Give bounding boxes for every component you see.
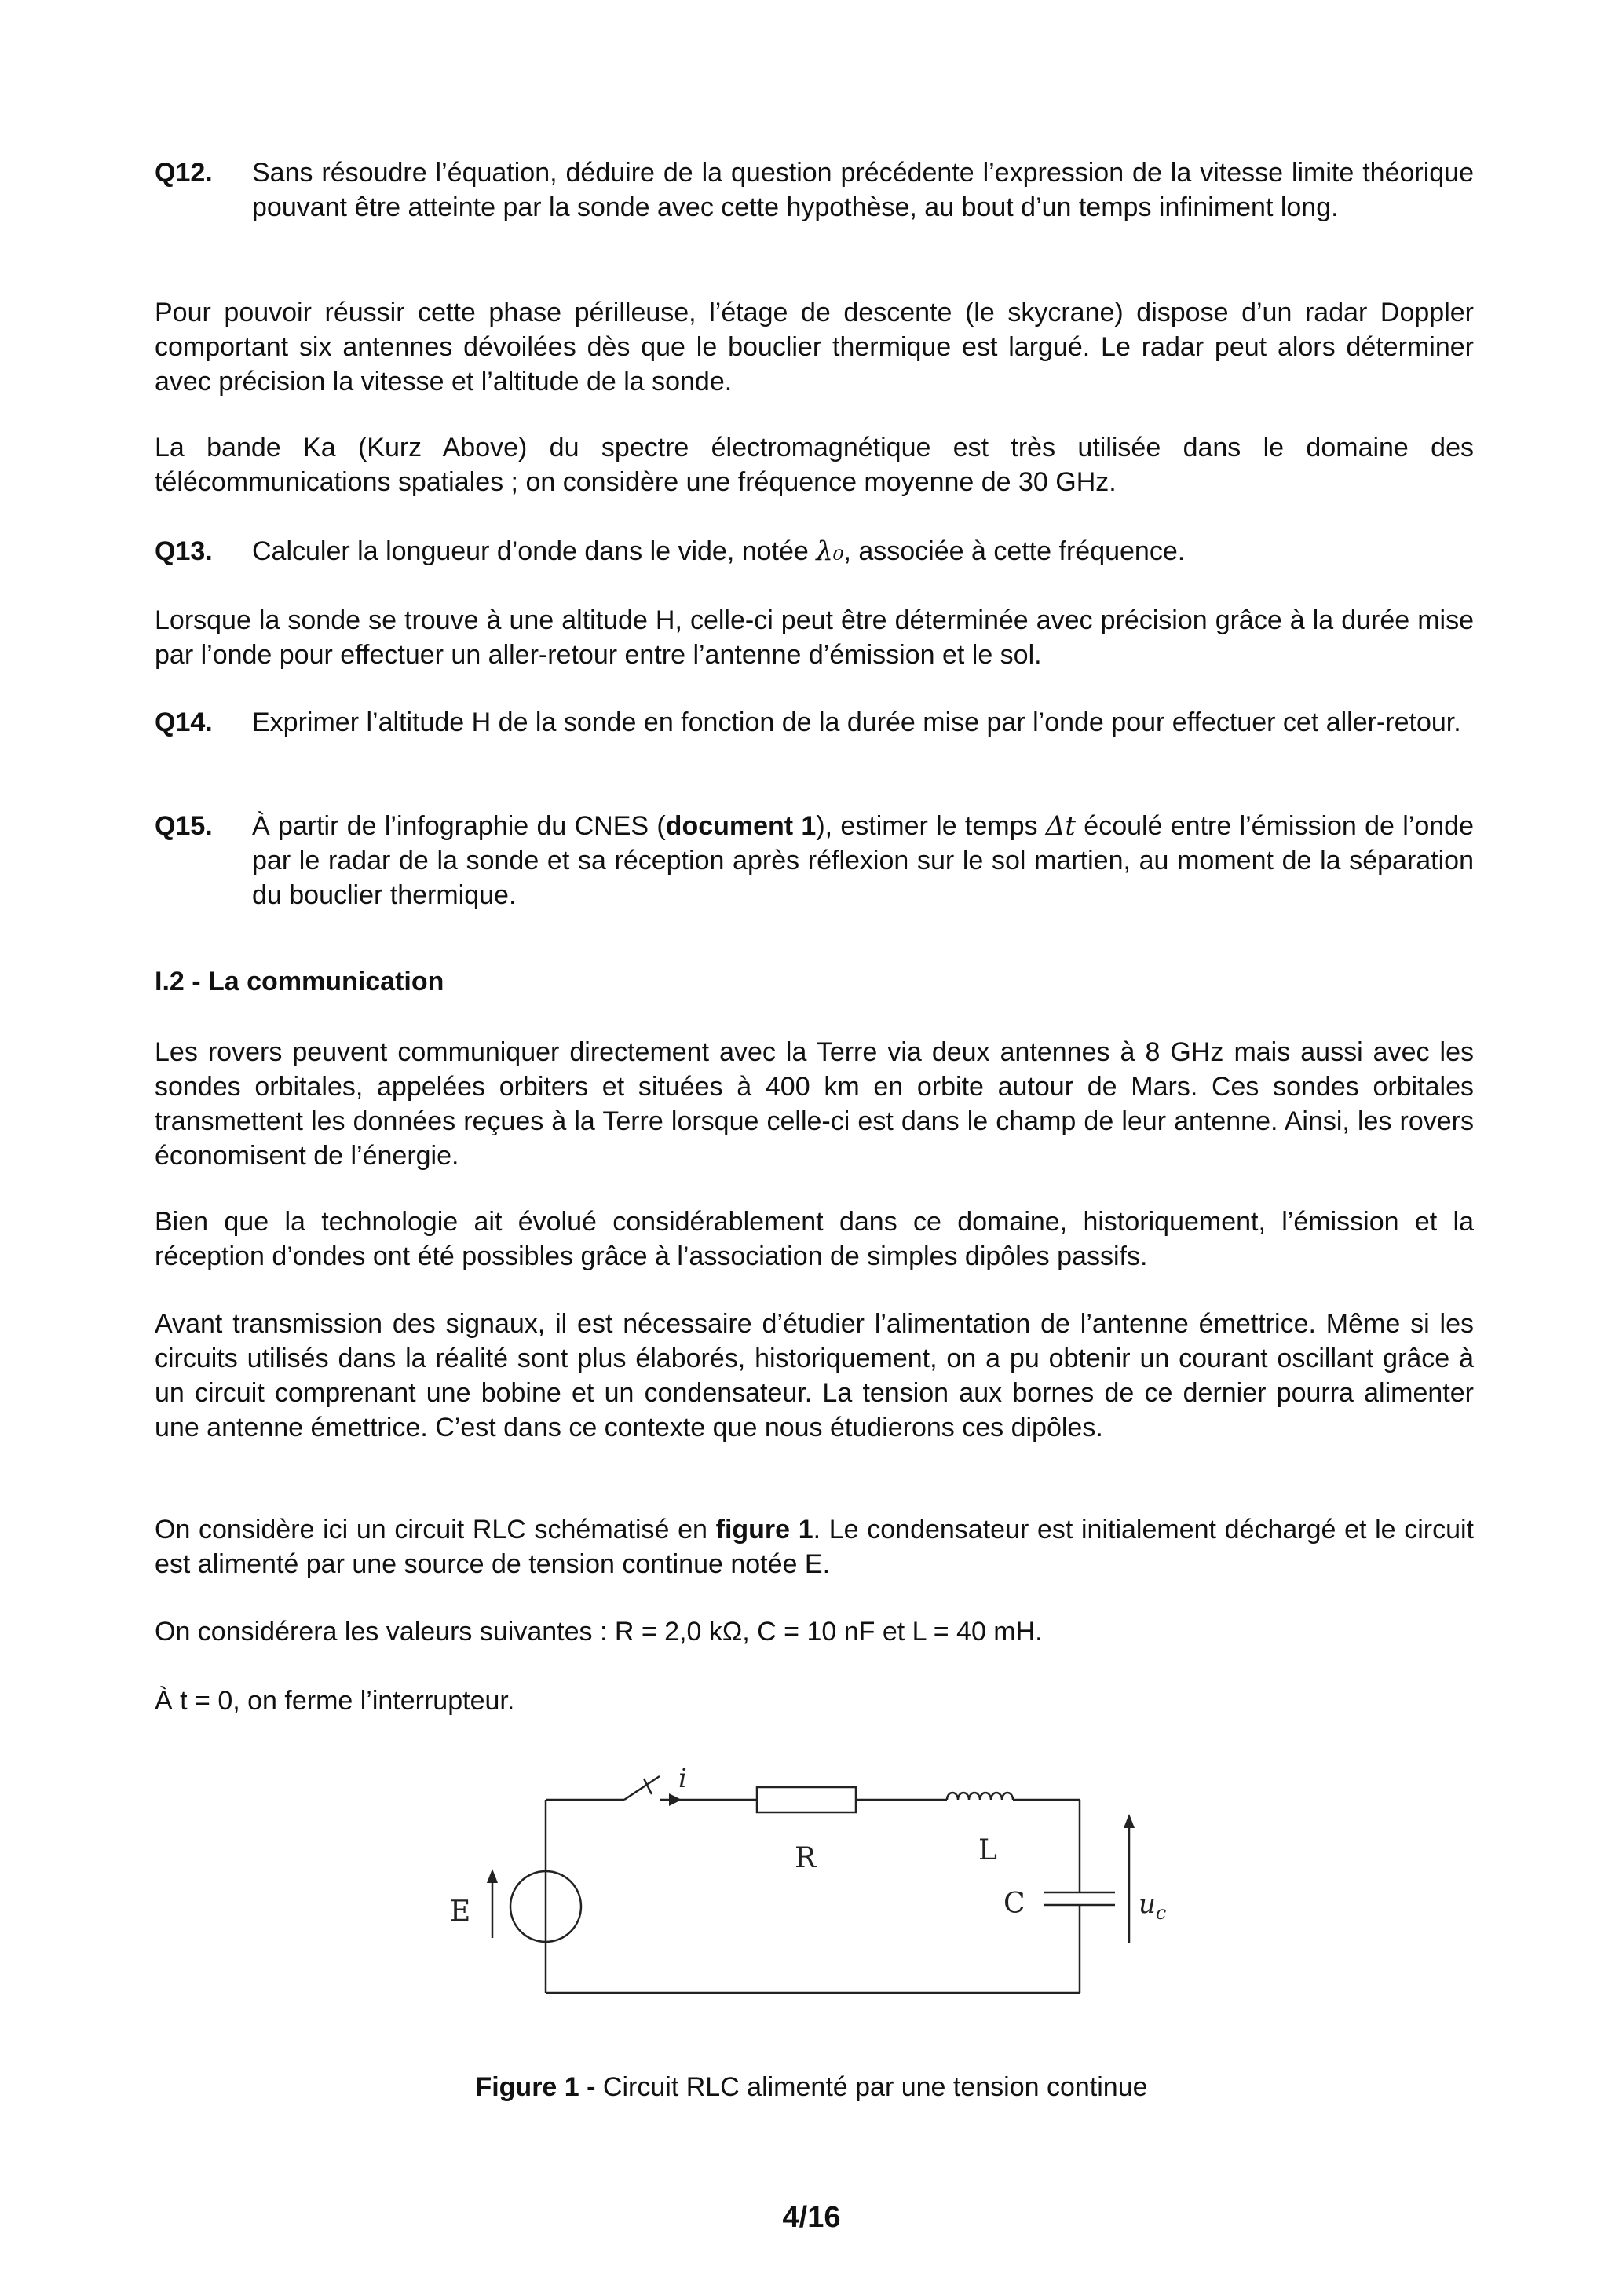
- label-uc: $u_c$: [1139, 1888, 1167, 1924]
- label-c: C: [1003, 1888, 1025, 1920]
- figure-caption: Figure 1 - Circuit RLC alimenté par une tension continue: [475, 2072, 1148, 2102]
- question-text: Calculer la longueur d’onde dans le vide, notée λ₀, associée à cette fréquence.: [252, 536, 1186, 567]
- paragraph-circuit-rlc: On considère ici un circuit RLC schématisé en figure 1. Le condensateur est initialement déchargé et le circuit est alimenté par une source de tension continue notée E.: [155, 1515, 1475, 1579]
- question-text: Exprimer l’altitude H de la sonde en fonction de la durée mise par l’onde pour effectuer cet aller-retour.: [252, 707, 1461, 737]
- question-number: Q14.: [155, 707, 213, 737]
- switch: [624, 1776, 660, 1800]
- section-heading: I.2 - La communication: [155, 967, 444, 996]
- resistor: [757, 1787, 856, 1812]
- current-arrowhead: [669, 1793, 682, 1806]
- label-l: L: [978, 1834, 997, 1866]
- lambda-symbol: λ₀: [816, 536, 844, 567]
- question-number: Q15.: [155, 811, 213, 841]
- question-text: À partir de l’infographie du CNES (document 1), estimer le temps Δt écoulé entre l’émission de l’onde par le radar de la sonde et sa réception après réflexion sur le sol martien, au moment de la séparation du bouclier thermique.: [252, 810, 1474, 910]
- paragraph-radar: Pour pouvoir réussir cette phase périlleuse, l’étage de descente (le skycrane) dispose d’un radar Doppler comportant six antennes dévoilées dès que le bouclier thermique est largué. Le radar peut alors déterminer avec précision la vitesse et l’altitude de la sonde.: [155, 298, 1474, 397]
- inductor: [947, 1793, 1013, 1800]
- page-number: 4/16: [782, 2201, 841, 2234]
- paragraph-t0: À t = 0, on ferme l’interrupteur.: [155, 1686, 515, 1716]
- label-i: i: [678, 1763, 687, 1794]
- paragraph-avant-transmission: Avant transmission des signaux, il est nécessaire d’étudier l’alimentation de l’antenne émettrice. Même si les circuits utilisés dans la réalité sont plus élaborés, historiquement, on a pu obtenir un courant oscillant grâce à un circuit comprenant une bobine et un condensateur. La tension aux bornes de ce dernier pourra alimenter une antenne émettrice. C’est dans ce contexte que nous étudierons ces dipôles.: [155, 1309, 1474, 1442]
- label-r: R: [795, 1842, 817, 1874]
- paragraph-altitude: Lorsque la sonde se trouve à une altitude H, celle-ci peut être déterminée avec précision grâce à la durée mise par l’onde pour effectuer un aller-retour entre l’antenne d’émission et le sol.: [155, 605, 1474, 670]
- paragraph-technologie: Bien que la technologie ait évolué considérablement dans ce domaine, historiquement, l’émission et la réception d’ondes ont été possibles grâce à l’association de simples dipôles passifs.: [155, 1207, 1474, 1271]
- paragraph-valeurs: On considérera les valeurs suivantes : R = 2,0 kΩ, C = 10 nF et L = 40 mH.: [155, 1617, 1043, 1647]
- voltage-arrowhead-uc: [1124, 1814, 1135, 1828]
- voltage-arrowhead-e: [487, 1869, 498, 1883]
- question-number: Q12.: [155, 158, 213, 188]
- document-reference: document 1: [665, 811, 817, 841]
- label-e: E: [450, 1896, 471, 1928]
- question-number: Q13.: [155, 536, 213, 566]
- figure-reference: figure 1: [715, 1515, 813, 1545]
- paragraph-rovers: Les rovers peuvent communiquer directement avec la Terre via deux antennes à 8 GHz mais aussi avec les sondes orbitales, appelées orbiters et situées à 400 km en orbite autour de Mars. Ces sondes orbitales transmettent les données reçues à la Terre lorsque celle-ci est dans le champ de leur antenne. Ainsi, les rovers économisent de l’énergie.: [155, 1037, 1474, 1171]
- paragraph-bande-ka: La bande Ka (Kurz Above) du spectre électromagnétique est très utilisée dans le domaine des télécommunications spatiales ; on considère une fréquence moyenne de 30 GHz.: [155, 433, 1474, 497]
- delta-t-symbol: Δt: [1045, 810, 1076, 842]
- question-text: Sans résoudre l’équation, déduire de la question précédente l’expression de la vitesse limite théorique pouvant être atteinte par la sonde avec cette hypothèse, au bout d’un temps infiniment long.: [252, 158, 1474, 222]
